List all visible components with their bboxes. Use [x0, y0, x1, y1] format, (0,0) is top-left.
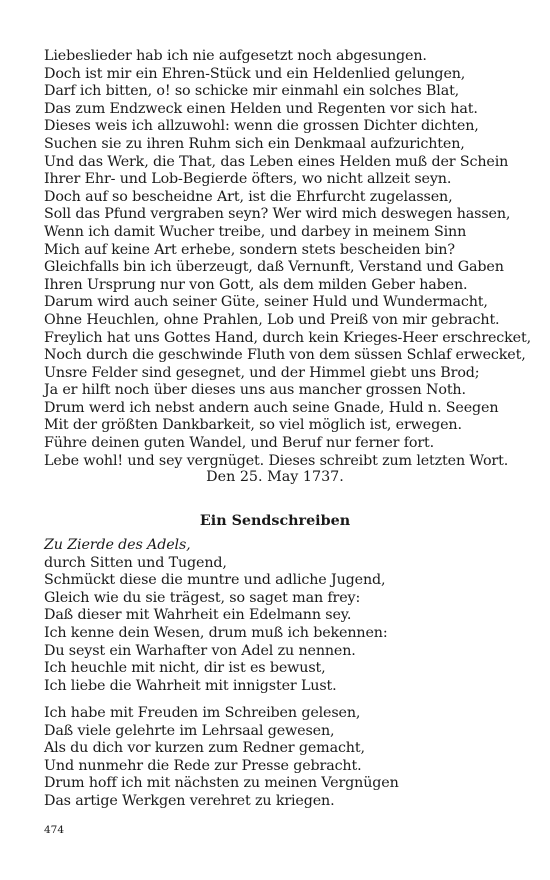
poem-line: Ohne Heuchlen, ohne Prahlen, Lob und Preiß von mir gebracht. — [44, 311, 500, 328]
poem-line: Ihren Ursprung nur von Gott, als dem milden Geber haben. — [44, 276, 468, 293]
poem-line: Ihrer Ehr- und Lob-Begierde öfters, wo nicht allzeit seyn. — [44, 171, 452, 188]
poem-line: Du seyst ein Warhafter von Adel zu nennen. — [44, 642, 356, 659]
poem-two — [44, 537, 514, 695]
poem-line: Das zum Endzweck einen Helden und Regenten vor sich hat. — [44, 100, 478, 117]
poem-line: Suchen sie zu ihren Ruhm sich ein Denkmaal aufzurichten, — [44, 135, 465, 152]
poem-three — [44, 705, 514, 811]
poem-line: Ich heuchle mit nicht, dir ist es bewust, — [44, 660, 326, 677]
poem-line: Freylich hat uns Gottes Hand, durch kein Krieges-Heer erschrecket, — [44, 329, 531, 346]
section-heading: Ein Sendschreiben — [199, 513, 351, 529]
poem-line: Und das Werk, die That, das Leben eines Helden muß der Schein — [44, 153, 509, 170]
poem-line: Soll das Pfund vergraben seyn? Wer wird mich deswegen hassen, — [44, 206, 511, 223]
poem-line: Als du dich vor kurzen zum Redner gemacht, — [44, 740, 365, 757]
poem-line: Mit der größten Dankbarkeit, so viel möglich ist, erwegen. — [44, 417, 462, 434]
poem-line: Darum wird auch seiner Güte, seiner Huld und Wundermacht, — [44, 294, 488, 311]
poem-line: Doch ist mir ein Ehren-Stück und ein Heldenlied gelungen, — [44, 65, 466, 82]
poem-line: Gleichfalls bin ich überzeugt, daß Vernunft, Verstand und Gaben — [44, 259, 504, 276]
poem-first-line: Zu Zierde des Adels, — [44, 537, 191, 553]
date-line: Den 25. May 1737. — [206, 469, 344, 485]
poem-line: Darf ich bitten, o! so schicke mir einmahl ein solches Blat, — [44, 83, 460, 100]
poem-line: Ja er hilft noch über dieses uns aus mancher grossen Noth. — [44, 382, 466, 399]
poem-line: Liebeslieder hab ich nie aufgesetzt noch abgesungen. — [44, 48, 427, 64]
poem-line: Mich auf keine Art erhebe, sondern stets bescheiden bin? — [44, 241, 455, 258]
poem-line: Und nunmehr die Rede zur Presse gebracht. — [44, 757, 362, 774]
poem-line: Daß viele gelehrte im Lehrsaal gewesen, — [44, 722, 335, 739]
poem-line: Doch auf so bescheidne Art, ist die Ehrfurcht zugelassen, — [44, 188, 453, 205]
poem-line: Ich kenne dein Wesen, drum muß ich bekennen: — [44, 624, 388, 641]
poem-line: Das artige Werkgen verehret zu kriegen. — [44, 792, 335, 809]
poem-one — [44, 48, 531, 470]
poem-line: Daß dieser mit Wahrheit ein Edelmann sey. — [44, 607, 352, 624]
poem-line: durch Sitten und Tugend, — [44, 554, 227, 571]
poem-line: Wenn ich damit Wucher treibe, und darbey in meinem Sinn — [44, 223, 467, 240]
poem-line: Gleich wie du sie trägest, so saget man frey: — [44, 589, 361, 606]
poem-line: Noch durch die geschwinde Fluth von dem süssen Schlaf erwecket, — [44, 347, 526, 364]
poem-line: Dieses weis ich allzuwohl: wenn die grossen Dichter dichten, — [44, 118, 479, 135]
poem-line: Schmückt diese die muntre und adliche Jugend, — [44, 572, 386, 589]
poem-line: Drum werd ich nebst andern auch seine Gnade, Huld n. Seegen — [44, 399, 499, 416]
poem-line: Ich habe mit Freuden im Schreiben gelesen, — [44, 705, 361, 721]
page-number: 474 — [44, 824, 65, 836]
poem-line: Führe deinen guten Wandel, und Beruf nur ferner fort. — [44, 435, 435, 452]
poem-line: Ich liebe die Wahrheit mit innigster Lust. — [44, 677, 337, 694]
poem-line: Unsre Felder sind gesegnet, und der Himmel giebt uns Brod; — [44, 364, 480, 381]
poem-line: Lebe wohl! und sey vergnüget. Dieses schreibt zum letzten Wort. — [44, 452, 509, 469]
poem-line: Drum hoff ich mit nächsten zu meinen Vergnügen — [44, 775, 399, 792]
